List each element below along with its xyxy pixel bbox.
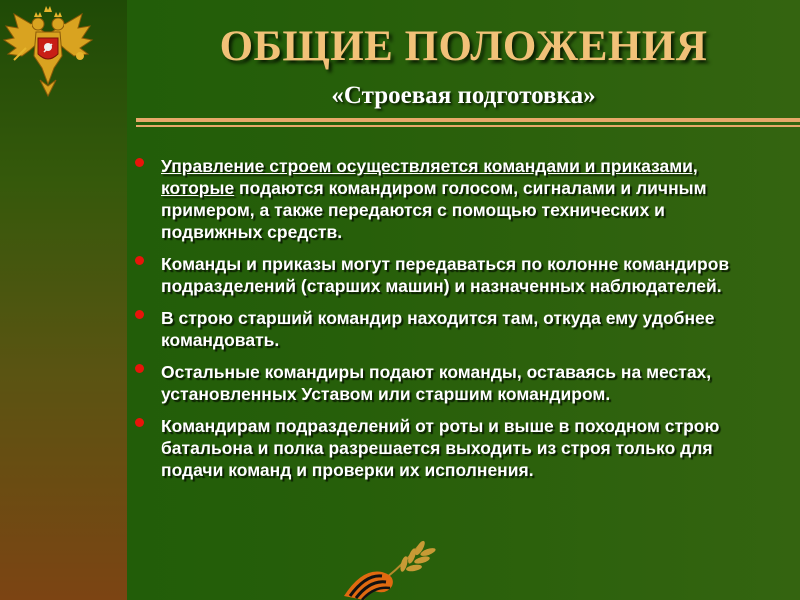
list-item <box>127 155 800 243</box>
divider-bottom <box>136 125 800 127</box>
bullet-list <box>127 155 800 491</box>
bullet-text: Остальные командиры подают команды, оставаясь на местах, установленных Уставом или старшим командиром. <box>161 362 712 404</box>
st-george-ribbon-icon <box>336 538 446 600</box>
list-item <box>127 361 800 405</box>
list-item <box>127 307 800 351</box>
bullet-text <box>161 155 771 243</box>
divider-top <box>136 118 800 122</box>
russian-coat-of-arms-icon <box>0 4 96 100</box>
list-item <box>127 415 800 481</box>
underlined-text: Управление строем осуществляется командами и приказами, которые <box>161 156 698 198</box>
page-subtitle: «Строевая подготовка» <box>331 82 596 109</box>
bullet-text: Командирам подразделений от роты и выше в походном строю батальона и полка разрешается выходить из строя только для подачи команд и проверки их исполнения. <box>161 416 720 480</box>
bullet-text-rest: подаются командиром голосом, сигналами и личным примером, а также передаются с помощью технических и подвижных средств. <box>161 178 707 242</box>
red-dot-icon <box>135 418 144 427</box>
red-dot-icon <box>135 364 144 373</box>
red-dot-icon <box>135 256 144 265</box>
page-title: ОБЩИЕ ПОЛОЖЕНИЯ <box>219 23 708 70</box>
red-dot-icon <box>135 310 144 319</box>
bullet-text: Команды и приказы могут передаваться по колонне командиров подразделений (старших машин) и назначенных наблюдателей. <box>161 254 730 296</box>
list-item <box>127 253 800 297</box>
bullet-text: В строю старший командир находится там, откуда ему удобнее командовать. <box>161 308 715 350</box>
red-dot-icon <box>135 158 144 167</box>
